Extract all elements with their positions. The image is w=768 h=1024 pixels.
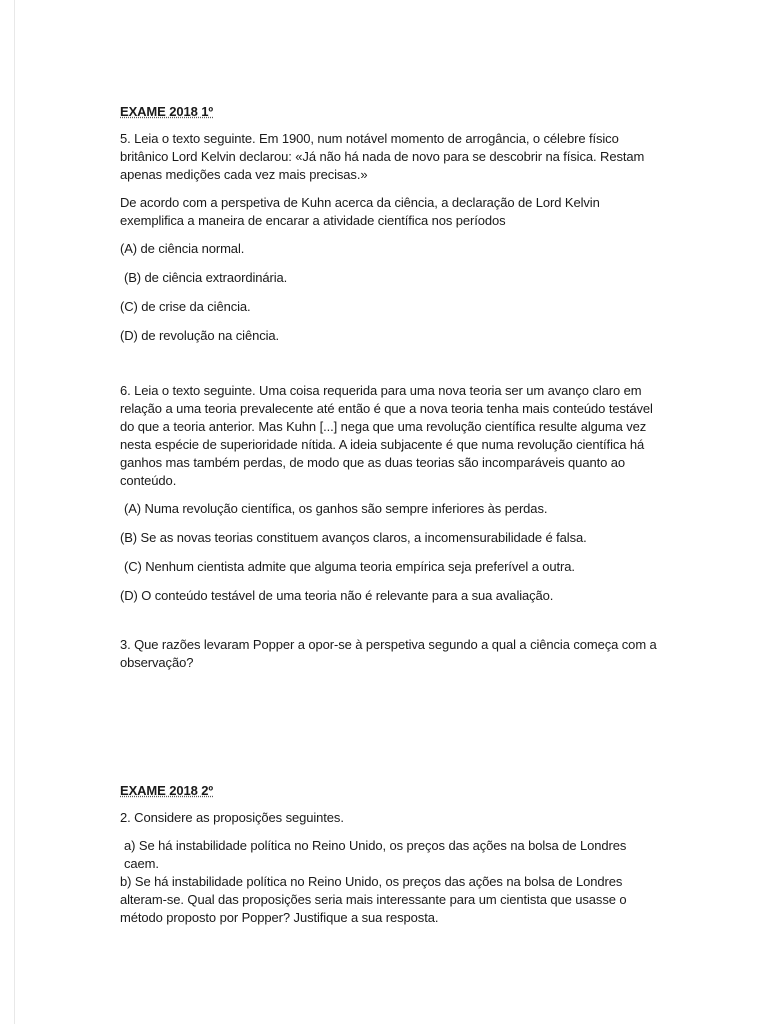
spacer bbox=[120, 616, 660, 636]
question-5-stem: 5. Leia o texto seguinte. Em 1900, num notável momento de arrogância, o célebre físico britânico Lord Kelvin declarou: «Já não há nada de novo para se descobrir na física. Restam apenas medições cada vez mais precisas.» bbox=[120, 131, 645, 182]
question-5-option-b: (B) de ciência extraordinária. bbox=[124, 270, 288, 285]
question-6-option-a: (A) Numa revolução científica, os ganhos são sempre inferiores às perdas. bbox=[124, 501, 548, 516]
question-5 bbox=[120, 130, 660, 345]
question-2 bbox=[120, 809, 660, 927]
question-3 bbox=[120, 636, 660, 672]
spacer bbox=[120, 672, 660, 782]
question-6 bbox=[120, 382, 660, 605]
spacer bbox=[120, 356, 660, 382]
question-5-option-d: (D) de revolução na ciência. bbox=[120, 328, 280, 343]
question-5-option-a: (A) de ciência normal. bbox=[120, 241, 245, 256]
page-edge bbox=[14, 0, 15, 1024]
question-6-option-c: (C) Nenhum cientista admite que alguma teoria empírica seja preferível a outra. bbox=[124, 559, 575, 574]
question-2-stem: 2. Considere as proposições seguintes. bbox=[120, 810, 344, 825]
question-5-prompt: De acordo com a perspetiva de Kuhn acerca da ciência, a declaração de Lord Kelvin exemplifica a maneira de encarar a atividade científica nos períodos bbox=[120, 195, 600, 228]
question-6-option-b: (B) Se as novas teorias constituem avanços claros, a incomensurabilidade é falsa. bbox=[120, 530, 587, 545]
question-2-proposition-b: b) Se há instabilidade política no Reino Unido, os preços das ações na bolsa de Londres alteram-se. Qual das proposições seria mais interessante para um cientista que usasse o método proposto por Popper? Justifique a sua resposta. bbox=[120, 874, 627, 925]
question-6-stem: 6. Leia o texto seguinte. Uma coisa requerida para uma nova teoria ser um avanço claro em relação a uma teoria prevalecente até então é que a nova teoria tenha mais conteúdo testável do que a teoria anterior. Mas Kuhn [...] nega que uma revolução científica resulte alguma vez nesta espécie de superioridade nítida. A ideia subjacente é que numa revolução científica há ganhos mas também perdas, de modo que as duas teorias são incomparáveis quanto ao conteúdo. bbox=[120, 383, 653, 488]
question-2-proposition-a: a) Se há instabilidade política no Reino Unido, os preços das ações na bolsa de Londres caem. bbox=[124, 838, 627, 871]
document-body bbox=[120, 103, 660, 927]
exam-heading-2018-1: EXAME 2018 1º bbox=[120, 104, 214, 119]
exam-heading-2018-2: EXAME 2018 2º bbox=[120, 783, 214, 798]
question-3-stem: 3. Que razões levaram Popper a opor-se à perspetiva segundo a qual a ciência começa com a observação? bbox=[120, 637, 657, 670]
question-5-option-c: (C) de crise da ciência. bbox=[120, 299, 251, 314]
question-6-option-d: (D) O conteúdo testável de uma teoria não é relevante para a sua avaliação. bbox=[120, 588, 554, 603]
